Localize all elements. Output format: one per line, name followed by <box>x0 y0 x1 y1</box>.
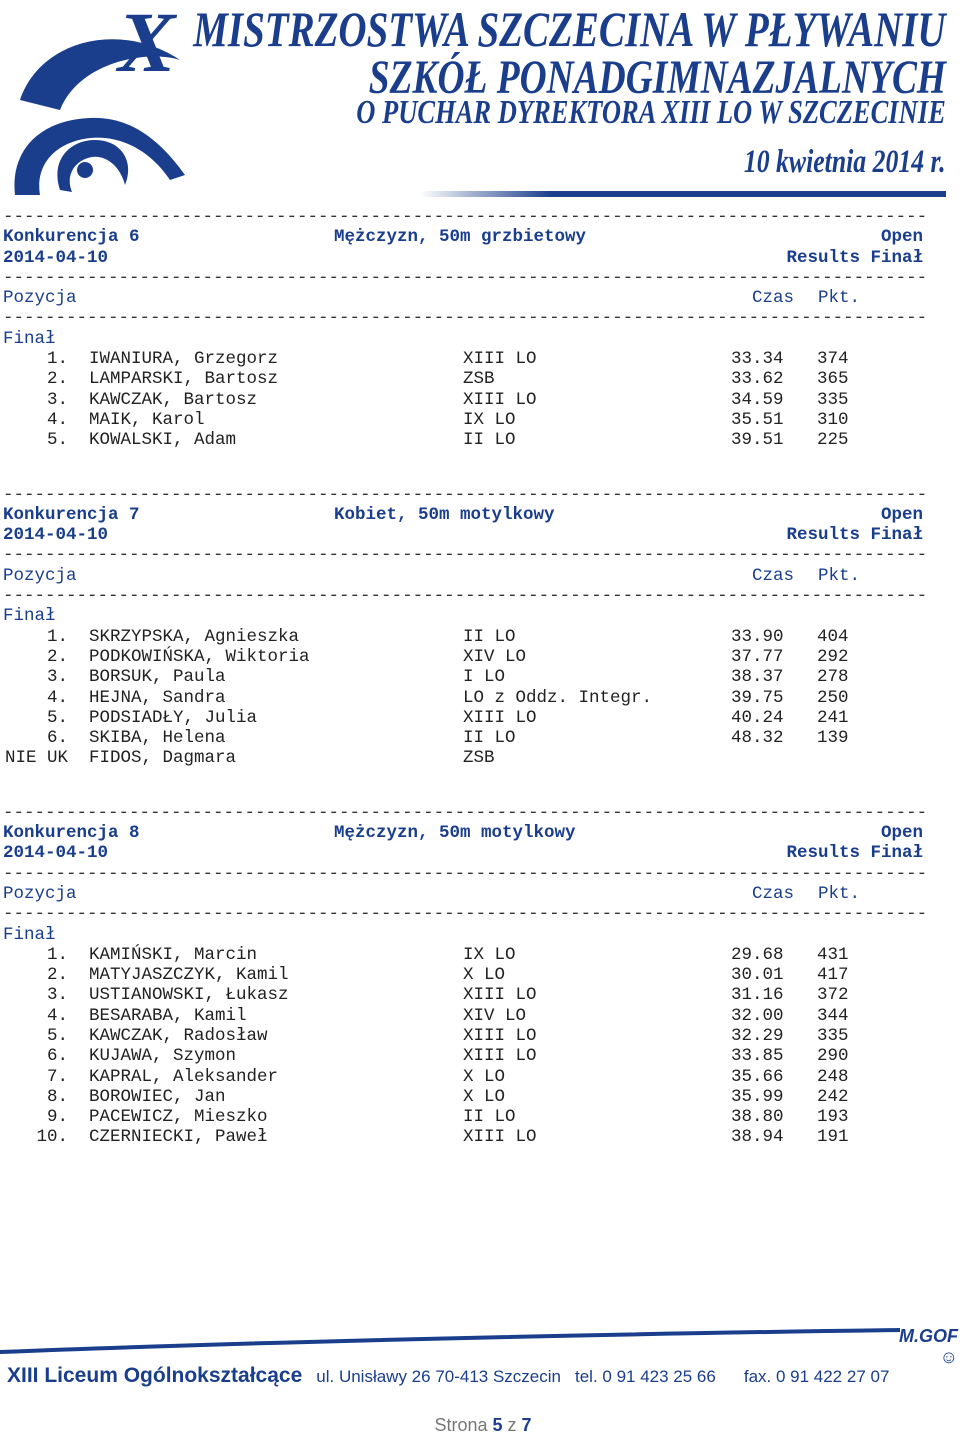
table-row <box>3 369 943 389</box>
row-points: 417 <box>817 965 849 986</box>
results-word: Results <box>786 247 860 268</box>
table-row <box>3 349 943 369</box>
table-row <box>3 1107 943 1127</box>
row-time: 35.99 <box>731 1086 784 1107</box>
page-prefix: Strona <box>434 1415 493 1435</box>
row-points: 225 <box>817 430 849 451</box>
event-name: Kobiet, 50m motylkowy <box>334 504 555 525</box>
row-time: 29.68 <box>731 944 784 965</box>
event-date: 2014-04-10 <box>3 247 109 268</box>
event-title: Konkurencja 7 <box>3 504 140 525</box>
column-header <box>3 288 943 308</box>
row-club: ZSB <box>463 369 495 390</box>
row-time: 33.34 <box>731 349 784 370</box>
row-place: 2. <box>46 965 68 986</box>
table-row <box>3 1006 943 1026</box>
row-place: 8. <box>46 1086 68 1107</box>
school-address: ul. Unisławy 26 70-413 Szczecin <box>316 1367 561 1386</box>
row-name: KUJAWA, Szymon <box>89 1046 237 1067</box>
row-time: 39.75 <box>731 687 784 708</box>
row-club: II LO <box>463 1107 516 1128</box>
row-place: 5. <box>46 707 68 728</box>
row-points: 335 <box>817 1025 849 1046</box>
row-time: 48.32 <box>731 728 784 749</box>
footer-swoosh <box>0 1326 960 1354</box>
page-total: 7 <box>521 1415 532 1435</box>
row-place: 4. <box>46 409 68 430</box>
row-name: BOROWIEC, Jan <box>89 1086 226 1107</box>
row-points: 248 <box>817 1066 849 1087</box>
row-place: 4. <box>46 1005 68 1026</box>
row-time: 38.37 <box>731 667 784 688</box>
row-name: MAIK, Karol <box>89 409 205 430</box>
row-club: XIII LO <box>463 349 537 370</box>
row-points: 372 <box>817 985 849 1006</box>
banner-rule <box>420 191 946 197</box>
final-label-row <box>3 329 943 349</box>
table-row <box>3 390 943 410</box>
row-name: FIDOS, Dagmara <box>89 748 237 769</box>
row-place: NIE UK <box>4 748 68 769</box>
row-points: 278 <box>817 667 849 688</box>
row-club: XIII LO <box>463 389 537 410</box>
school-fax: fax. 0 91 422 27 07 <box>743 1367 890 1386</box>
event-title: Konkurencja 8 <box>3 823 140 844</box>
results-final: Finał <box>870 247 923 268</box>
event-header <box>3 227 943 247</box>
event-date: 2014-04-10 <box>3 843 109 864</box>
event-header <box>3 823 943 843</box>
row-name: PODSIADŁY, Julia <box>89 707 258 728</box>
title-line-3: O PUCHAR DYREKTORA XIII LO W SZCZECINIE <box>356 94 946 131</box>
row-club: X LO <box>463 1086 506 1107</box>
separator-line: ---------------------------------------------------------------------------------------- <box>3 863 928 884</box>
row-club: X LO <box>463 965 506 986</box>
results-final: Finał <box>870 525 923 546</box>
row-points: 290 <box>817 1046 849 1067</box>
row-points: 344 <box>817 1005 849 1026</box>
separator-line: ---------------------------------------------------------------------------------------- <box>3 802 928 823</box>
row-points: 193 <box>817 1107 849 1128</box>
row-name: PACEWICZ, Mieszko <box>89 1107 268 1128</box>
results-final: Finał <box>870 843 923 864</box>
row-club: XIII LO <box>463 985 537 1006</box>
table-row <box>3 688 943 708</box>
row-place: 6. <box>46 1046 68 1067</box>
row-points: 241 <box>817 707 849 728</box>
row-time: 37.77 <box>731 646 784 667</box>
row-name: MATYJASZCZYK, Kamil <box>89 965 289 986</box>
event-name: Mężczyzn, 50m grzbietowy <box>334 227 587 248</box>
results-word: Results <box>786 525 860 546</box>
column-header <box>3 566 943 586</box>
col-pozycja: Pozycja <box>3 883 77 904</box>
results-label <box>786 248 923 268</box>
event-subheader <box>3 248 943 268</box>
page-current: 5 <box>492 1415 503 1435</box>
event-category: Open <box>880 504 923 525</box>
final-label-row <box>3 925 943 945</box>
title-line-2: SZKÓŁ PONADGIMNAZJALNYCH <box>368 51 946 104</box>
event-block <box>3 485 943 769</box>
row-name: LAMPARSKI, Bartosz <box>89 369 279 390</box>
row-name: IWANIURA, Grzegorz <box>89 349 279 370</box>
row-name: KAWCZAK, Bartosz <box>89 389 258 410</box>
row-club: XIII LO <box>463 1127 537 1148</box>
row-time: 33.85 <box>731 1046 784 1067</box>
col-pkt: Pkt. <box>818 883 861 904</box>
row-place: 6. <box>46 728 68 749</box>
row-place: 7. <box>46 1066 68 1087</box>
row-club: II LO <box>463 430 516 451</box>
row-points: 292 <box>817 646 849 667</box>
smiley-icon: ☺ <box>939 1347 958 1367</box>
col-czas: Czas <box>752 883 795 904</box>
row-club: II LO <box>463 728 516 749</box>
event-category: Open <box>880 823 923 844</box>
row-points: 404 <box>817 626 849 647</box>
row-time: 33.62 <box>731 369 784 390</box>
logo-x: X <box>118 0 176 90</box>
row-points: 242 <box>817 1086 849 1107</box>
row-name: BESARABA, Kamil <box>89 1005 247 1026</box>
row-club: XIV LO <box>463 1005 527 1026</box>
row-club: XIV LO <box>463 646 527 667</box>
row-points: 365 <box>817 369 849 390</box>
row-club: ZSB <box>463 748 495 769</box>
row-points: 431 <box>817 944 849 965</box>
col-pkt: Pkt. <box>818 288 861 309</box>
row-time: 39.51 <box>731 430 784 451</box>
row-name: USTIANOWSKI, Łukasz <box>89 985 289 1006</box>
event-category: Open <box>880 227 923 248</box>
results-report <box>3 207 943 1182</box>
row-points: 374 <box>817 349 849 370</box>
row-name: KAPRAL, Aleksander <box>89 1066 279 1087</box>
row-club: XIII LO <box>463 1046 537 1067</box>
row-club: XIII LO <box>463 707 537 728</box>
event-header <box>3 505 943 525</box>
row-place: 1. <box>46 349 68 370</box>
row-place: 3. <box>46 985 68 1006</box>
row-name: BORSUK, Paula <box>89 667 226 688</box>
row-club: X LO <box>463 1066 506 1087</box>
row-name: CZERNIECKI, Paweł <box>89 1127 268 1148</box>
event-block <box>3 207 943 451</box>
table-row <box>3 430 943 450</box>
row-name: KOWALSKI, Adam <box>89 430 237 451</box>
final-label-row <box>3 606 943 626</box>
school-name: XIII Liceum Ogólnokształcące <box>7 1364 303 1387</box>
table-row <box>3 667 943 687</box>
row-time: 33.90 <box>731 626 784 647</box>
row-time: 34.59 <box>731 389 784 410</box>
mgof-text: M.GOF <box>899 1326 958 1346</box>
col-czas: Czas <box>752 288 795 309</box>
row-place: 5. <box>46 430 68 451</box>
page-number <box>0 1415 960 1436</box>
table-row <box>3 1127 943 1147</box>
table-row <box>3 1087 943 1107</box>
results-label <box>786 525 923 545</box>
row-name: SKIBA, Helena <box>89 728 226 749</box>
separator-line: ---------------------------------------------------------------------------------------- <box>3 207 928 227</box>
table-row <box>3 708 943 728</box>
page-sep: z <box>502 1415 522 1435</box>
row-place: 5. <box>46 1025 68 1046</box>
mgof-logo <box>882 1326 958 1367</box>
separator-line: ---------------------------------------------------------------------------------------- <box>3 904 928 925</box>
row-place: 9. <box>46 1107 68 1128</box>
title-line-1: MISTRZOSTWA SZCZECINA W PŁYWANIU <box>193 1 946 57</box>
event-title: Konkurencja 6 <box>3 227 140 248</box>
row-place: 4. <box>46 687 68 708</box>
col-pozycja: Pozycja <box>3 565 77 586</box>
table-row <box>3 985 943 1005</box>
col-pkt: Pkt. <box>818 565 861 586</box>
row-club: XIII LO <box>463 1025 537 1046</box>
event-subheader <box>3 525 943 545</box>
row-place: 1. <box>46 626 68 647</box>
final-label: Finał <box>3 328 56 349</box>
table-row <box>3 627 943 647</box>
table-row <box>3 728 943 748</box>
row-time: 38.94 <box>731 1127 784 1148</box>
results-label <box>786 843 923 863</box>
table-row <box>3 1026 943 1046</box>
separator-line: ---------------------------------------------------------------------------------------- <box>3 545 928 566</box>
row-place: 2. <box>46 369 68 390</box>
footer-contact <box>7 1364 947 1388</box>
row-time: 38.80 <box>731 1107 784 1128</box>
row-time: 32.00 <box>731 1005 784 1026</box>
row-points: 335 <box>817 389 849 410</box>
separator-line: ---------------------------------------------------------------------------------------- <box>3 267 928 288</box>
column-header <box>3 884 943 904</box>
row-time: 40.24 <box>731 707 784 728</box>
separator-line: ---------------------------------------------------------------------------------------- <box>3 586 928 607</box>
results-word: Results <box>786 843 860 864</box>
row-place: 3. <box>46 667 68 688</box>
row-name: KAWCZAK, Radosław <box>89 1025 268 1046</box>
row-name: SKRZYPSKA, Agnieszka <box>89 626 300 647</box>
table-row <box>3 1046 943 1066</box>
row-club: IX LO <box>463 944 516 965</box>
row-name: HEJNA, Sandra <box>89 687 226 708</box>
final-label: Finał <box>3 606 56 627</box>
row-time: 32.29 <box>731 1025 784 1046</box>
table-row <box>3 647 943 667</box>
event-date: 2014-04-10 <box>3 525 109 546</box>
separator-line: ---------------------------------------------------------------------------------------- <box>3 308 928 329</box>
table-row <box>3 965 943 985</box>
row-points: 191 <box>817 1127 849 1148</box>
event-subheader <box>3 843 943 863</box>
header-banner <box>0 0 960 200</box>
row-points: 139 <box>817 728 849 749</box>
col-czas: Czas <box>752 565 795 586</box>
table-row <box>3 945 943 965</box>
col-pozycja: Pozycja <box>3 288 77 309</box>
row-name: PODKOWIŃSKA, Wiktoria <box>89 646 310 667</box>
row-place: 2. <box>46 646 68 667</box>
table-row <box>3 410 943 430</box>
row-place: 1. <box>46 944 68 965</box>
row-club: I LO <box>463 667 506 688</box>
table-row <box>3 1067 943 1087</box>
row-club: LO z Oddz. Integr. <box>463 687 653 708</box>
final-label: Finał <box>3 924 56 945</box>
row-time: 31.16 <box>731 985 784 1006</box>
table-row <box>3 748 943 768</box>
row-time: 35.51 <box>731 409 784 430</box>
event-name: Mężczyzn, 50m motylkowy <box>334 823 576 844</box>
row-points: 250 <box>817 687 849 708</box>
separator-line: ---------------------------------------------------------------------------------------- <box>3 484 928 505</box>
row-time: 35.66 <box>731 1066 784 1087</box>
school-tel: tel. 0 91 423 25 66 <box>575 1367 716 1386</box>
event-block <box>3 803 943 1148</box>
row-time: 30.01 <box>731 965 784 986</box>
row-place: 3. <box>46 389 68 410</box>
row-name: KAMIŃSKI, Marcin <box>89 944 258 965</box>
row-club: IX LO <box>463 409 516 430</box>
event-date: 10 kwietnia 2014 r. <box>744 144 946 180</box>
row-place: 10. <box>36 1127 68 1148</box>
row-club: II LO <box>463 626 516 647</box>
row-points: 310 <box>817 409 849 430</box>
